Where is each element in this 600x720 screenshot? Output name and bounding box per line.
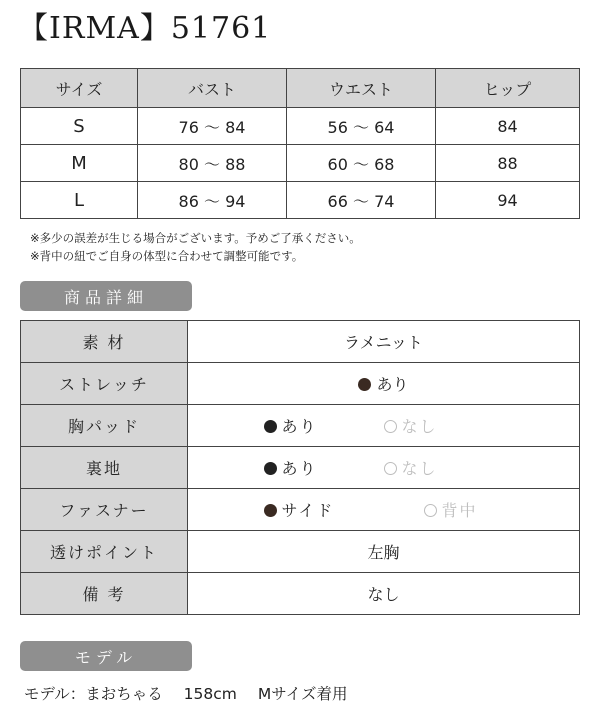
padding-option-unselected xyxy=(384,414,504,437)
bust-value: 80 ～ 88 xyxy=(138,145,287,182)
zipper-option-unselected xyxy=(424,498,504,521)
size-label: L xyxy=(21,182,138,219)
model-height: 158cm xyxy=(183,685,237,703)
padding-value xyxy=(188,405,580,447)
lining-unselected-text: なし xyxy=(401,459,438,478)
size-label: S xyxy=(21,108,138,145)
table-row xyxy=(21,573,580,615)
remarks-value: なし xyxy=(188,573,580,615)
note-line: ※多少の誤差が生じる場合がございます。予めご了承ください。 xyxy=(30,231,361,245)
table-row xyxy=(21,145,580,182)
padding-selected-text: あり xyxy=(281,417,318,436)
filled-circle-icon xyxy=(264,504,277,517)
model-info xyxy=(24,682,363,704)
stretch-selected: あり xyxy=(376,375,409,394)
table-row xyxy=(21,405,580,447)
sheer-point-label: 透けポイント xyxy=(21,531,188,573)
zipper-unselected-text: 背中 xyxy=(441,501,478,520)
model-name: モデル：まおちゃる xyxy=(24,685,163,703)
lining-option-selected xyxy=(264,456,384,479)
stretch-value xyxy=(188,363,580,405)
empty-circle-icon xyxy=(424,504,437,517)
padding-option-selected xyxy=(264,414,384,437)
table-row xyxy=(21,182,580,219)
size-table xyxy=(20,68,580,219)
bust-value: 86 ～ 94 xyxy=(138,182,287,219)
bust-value: 76 ～ 84 xyxy=(138,108,287,145)
filled-circle-icon xyxy=(358,378,371,391)
filled-circle-icon xyxy=(264,462,277,475)
detail-section-tag: 商品詳細 xyxy=(20,281,192,311)
hip-value: 84 xyxy=(436,108,580,145)
zipper-selected-text: サイド xyxy=(281,501,335,520)
material-label: 素 材 xyxy=(21,321,188,363)
hip-value: 88 xyxy=(436,145,580,182)
size-header-waist: ウエスト xyxy=(287,69,436,108)
material-value: ラメニット xyxy=(188,321,580,363)
size-header-bust: バスト xyxy=(138,69,287,108)
waist-value: 56 ～ 64 xyxy=(287,108,436,145)
table-row xyxy=(21,531,580,573)
padding-unselected-text: なし xyxy=(401,417,438,436)
stretch-label: ストレッチ xyxy=(21,363,188,405)
model-size-worn: Mサイズ着用 xyxy=(257,685,348,703)
zipper-label: ファスナー xyxy=(21,489,188,531)
table-row xyxy=(21,489,580,531)
table-row xyxy=(21,108,580,145)
waist-value: 60 ～ 68 xyxy=(287,145,436,182)
size-table-header-row xyxy=(21,69,580,108)
lining-label: 裏地 xyxy=(21,447,188,489)
filled-circle-icon xyxy=(264,420,277,433)
zipper-option-selected xyxy=(264,498,424,521)
size-label: M xyxy=(21,145,138,182)
padding-label: 胸パッド xyxy=(21,405,188,447)
note-line: ※背中の紐でご自身の体型に合わせて調整可能です。 xyxy=(30,249,304,263)
size-header-hip: ヒップ xyxy=(436,69,580,108)
lining-selected-text: あり xyxy=(281,459,318,478)
zipper-value xyxy=(188,489,580,531)
sheer-point-value: 左胸 xyxy=(188,531,580,573)
lining-value xyxy=(188,447,580,489)
page-title: 【IRMA】51761 xyxy=(18,11,272,46)
empty-circle-icon xyxy=(384,462,397,475)
table-row xyxy=(21,321,580,363)
detail-table xyxy=(20,320,580,615)
waist-value: 66 ～ 74 xyxy=(287,182,436,219)
table-row xyxy=(21,363,580,405)
empty-circle-icon xyxy=(384,420,397,433)
remarks-label: 備 考 xyxy=(21,573,188,615)
size-header-size: サイズ xyxy=(21,69,138,108)
size-notes xyxy=(30,229,361,265)
lining-option-unselected xyxy=(384,456,504,479)
hip-value: 94 xyxy=(436,182,580,219)
model-section-tag: モデル xyxy=(20,641,192,671)
table-row xyxy=(21,447,580,489)
